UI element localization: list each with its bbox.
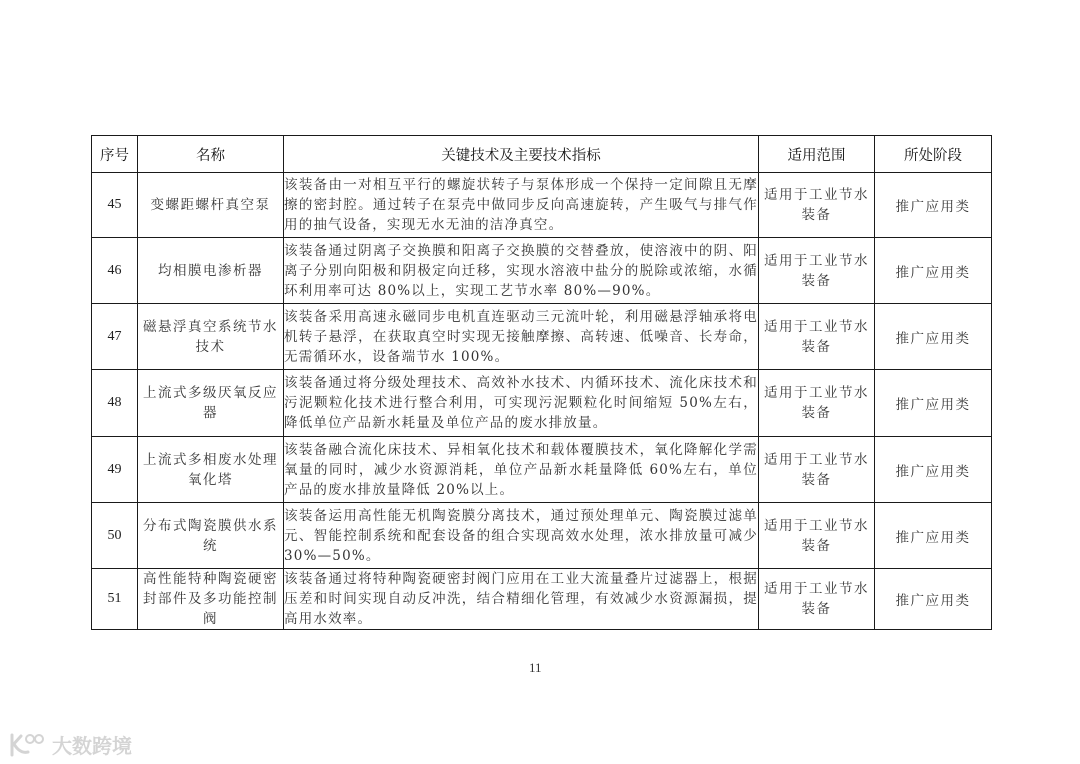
header-no: 序号: [92, 136, 138, 173]
row-no: 48: [92, 370, 138, 437]
row-stage: 推广应用类: [875, 569, 992, 630]
row-name: 变螺距螺杆真空泵: [138, 173, 284, 238]
row-desc: 该装备通过将特种陶瓷硬密封阀门应用在工业大流量叠片过滤器上，根据压差和时间实现自动反冲洗，结合精细化管理，有效减少水资源漏损，提高用水效率。: [284, 569, 759, 630]
header-stage: 所处阶段: [875, 136, 992, 173]
table-row: [92, 503, 992, 569]
watermark: [8, 730, 132, 759]
table-row: [92, 238, 992, 304]
row-scope: 适用于工业节水装备: [759, 173, 875, 238]
row-no: 50: [92, 503, 138, 569]
row-name: 均相膜电渗析器: [138, 238, 284, 304]
row-no: 49: [92, 437, 138, 503]
row-no: 51: [92, 569, 138, 630]
header-name: 名称: [138, 136, 284, 173]
table-row: [92, 173, 992, 238]
row-scope: 适用于工业节水装备: [759, 503, 875, 569]
row-scope: 适用于工业节水装备: [759, 569, 875, 630]
page-number: 11: [529, 660, 542, 675]
row-name: 高性能特种陶瓷硬密封部件及多功能控制阀: [138, 569, 284, 630]
k-logo-icon: [8, 732, 48, 758]
row-desc: 该装备融合流化床技术、异相氧化技术和载体覆膜技术，氧化降解化学需氧量的同时，减少水资源消耗，单位产品新水耗量降低 60%左右，单位产品的废水排放量降低 20%以上。: [284, 437, 759, 503]
row-desc: 该装备采用高速永磁同步电机直连驱动三元流叶轮，利用磁悬浮轴承将电机转子悬浮，在获取真空时实现无接触摩擦、高转速、低噪音、长寿命，无需循环水，设备端节水 100%。: [284, 304, 759, 370]
row-name: 分布式陶瓷膜供水系统: [138, 503, 284, 569]
table-row: [92, 437, 992, 503]
row-scope: 适用于工业节水装备: [759, 437, 875, 503]
row-stage: 推广应用类: [875, 238, 992, 304]
header-scope: 适用范围: [759, 136, 875, 173]
table-header-row: [92, 136, 992, 173]
row-no: 46: [92, 238, 138, 304]
row-no: 45: [92, 173, 138, 238]
table-row: [92, 569, 992, 630]
table-row: [92, 370, 992, 437]
row-stage: 推广应用类: [875, 304, 992, 370]
row-scope: 适用于工业节水装备: [759, 370, 875, 437]
row-stage: 推广应用类: [875, 503, 992, 569]
row-no: 47: [92, 304, 138, 370]
row-stage: 推广应用类: [875, 173, 992, 238]
row-name: 磁悬浮真空系统节水技术: [138, 304, 284, 370]
row-desc: 该装备通过阴离子交换膜和阳离子交换膜的交替叠放，使溶液中的阴、阳离子分别向阳极和阴极定向迁移，实现水溶液中盐分的脱除或浓缩，水循环利用率可达 80%以上，实现工艺节水率 80%—90%。: [284, 238, 759, 304]
row-desc: 该装备运用高性能无机陶瓷膜分离技术，通过预处理单元、陶瓷膜过滤单元、智能控制系统和配套设备的组合实现高效水处理，浓水排放量可减少 30%—50%。: [284, 503, 759, 569]
row-scope: 适用于工业节水装备: [759, 238, 875, 304]
table-row: [92, 304, 992, 370]
row-name: 上流式多级厌氧反应器: [138, 370, 284, 437]
row-stage: 推广应用类: [875, 370, 992, 437]
watermark-text: 大数跨境: [52, 734, 132, 758]
row-stage: 推广应用类: [875, 437, 992, 503]
equipment-table: [91, 135, 992, 630]
row-desc: 该装备由一对相互平行的螺旋状转子与泵体形成一个保持一定间隙且无摩擦的密封腔。通过转子在泵壳中做同步反向高速旋转，产生吸气与排气作用的抽气设备，实现无水无油的洁净真空。: [284, 173, 759, 238]
header-desc: 关键技术及主要技术指标: [284, 136, 759, 173]
row-name: 上流式多相废水处理氧化塔: [138, 437, 284, 503]
row-scope: 适用于工业节水装备: [759, 304, 875, 370]
row-desc: 该装备通过将分级处理技术、高效补水技术、内循环技术、流化床技术和污泥颗粒化技术进行整合利用，可实现污泥颗粒化时间缩短 50%左右，降低单位产品新水耗量及单位产品的废水排放量。: [284, 370, 759, 437]
